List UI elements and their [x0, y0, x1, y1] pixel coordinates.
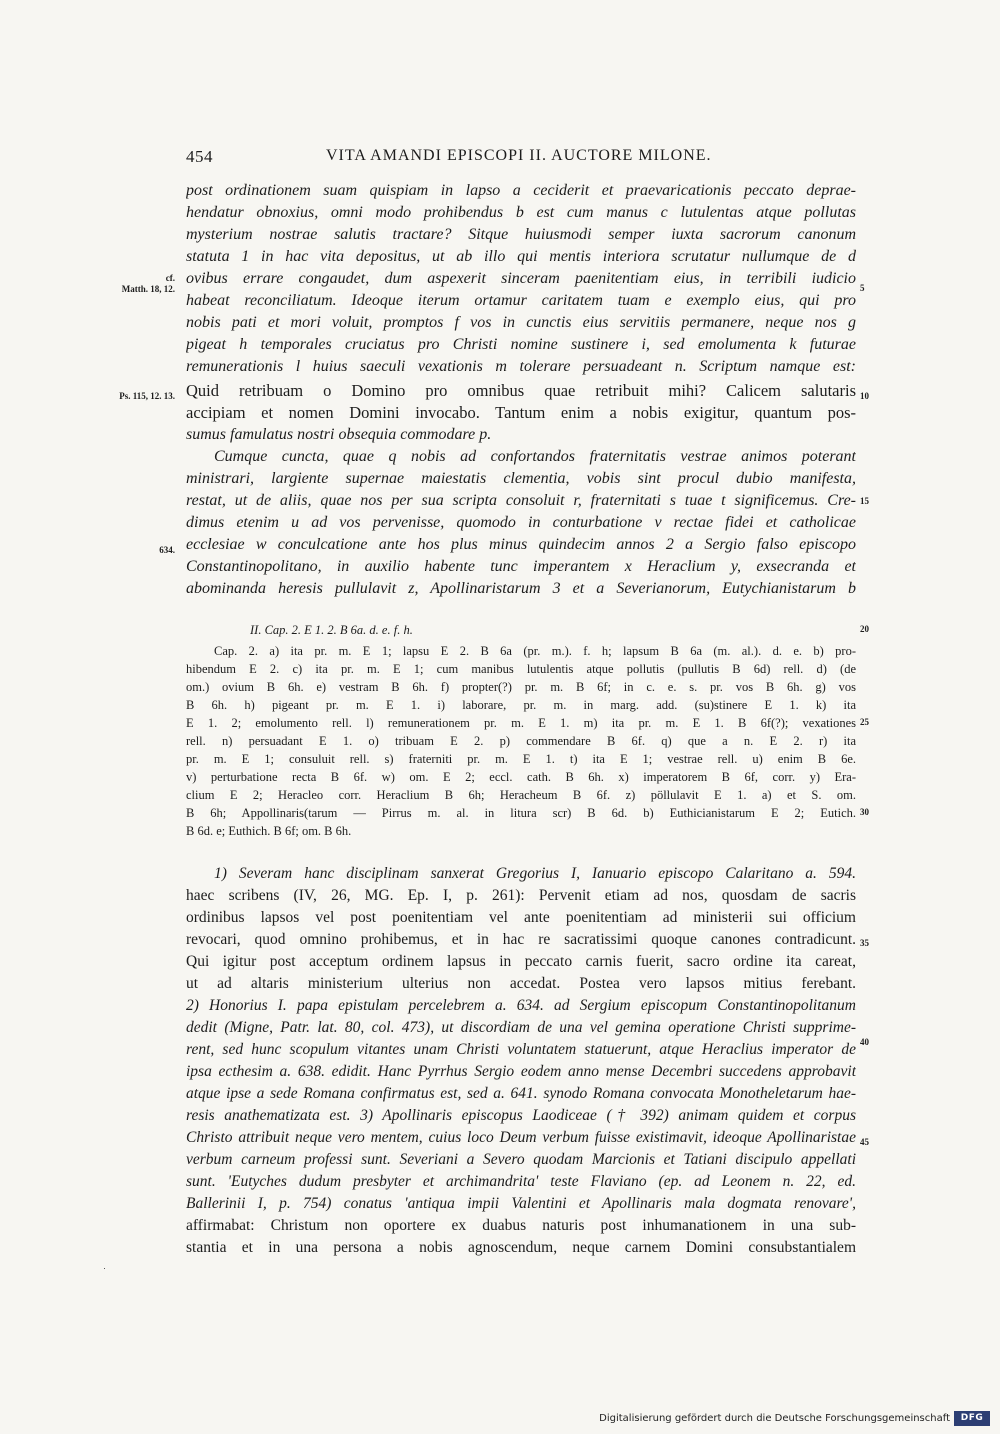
text-line: restat, ut de aliis, quae nos per sua scripta consoluit r, fraternitati s tuae t significemus. Cre- — [186, 492, 856, 509]
footnote-line: Qui igitur post acceptum ordinem lapsus in peccato carnis fuerit, sacro ordine ita careat, — [186, 953, 856, 970]
apparatus-line: pr. m. E 1; consuluit rell. s) fraterniti pr. m. E 1. t) ita E 1; vestrae rell. u) enim B 6e. — [186, 752, 856, 766]
margin-ref-matth-cf: cf. — [165, 273, 175, 283]
text-line: nobis pati et mori voluit, promptos f vos in cunctis eius servitiis permanere, neque nos g — [186, 314, 856, 331]
footnote-line: sunt. 'Eutyches dudum presbyter et archimandrita' teste Flaviano (ep. ad Leonem n. 22, ed. — [186, 1173, 856, 1190]
margin-ref-matth: Matth. 18, 12. — [121, 284, 175, 294]
footnote-line: resis anathematizata est. 3) Apollinaris episcopus Laodiceae († 392) animam quidem et corpus — [186, 1107, 856, 1124]
text-line: Constantinopolitano, in auxilio habente tunc imperantem x Heraclium y, exsecranda et — [186, 558, 856, 575]
footnote-line: verbum carneum professi sunt. Severiani a Severo quodam Marcionis et Tatiani discipulo appellati — [186, 1151, 856, 1168]
apparatus-line: B 6h. h) pigeant pr. m. E 1. i) laborare, pr. m. in marg. add. (su)stinere E 1. k) ita — [186, 698, 856, 712]
apparatus-line: om.) ovium B 6h. e) vestram B 6h. f) propter(?) pr. m. B 6f; in c. e. s. pr. vos B 6h. g) vos — [186, 680, 856, 694]
scan-mark — [104, 1268, 105, 1269]
line-number-15: 15 — [860, 496, 869, 506]
apparatus-line: B 6h; Appollinaris(tarum — Pirrus m. al. in litura scr) B 6d. b) Euthicianistarum E 2; Eutich. — [186, 806, 856, 820]
page-number: 454 — [186, 147, 213, 166]
running-header — [186, 147, 856, 171]
footnote-line: ordinibus lapsos vel post poenitentiam vel ante poenitentiam ad ministerii sui officium — [186, 909, 856, 926]
apparatus-line: B 6d. e; Euthich. B 6f; om. B 6h. — [186, 824, 352, 838]
line-number-45: 45 — [860, 1137, 869, 1147]
text-line: sumus famulatus nostri obsequia commodare p. — [186, 426, 492, 443]
footnote-line: Ballerinii I, p. 754) conatus 'antiqua impii Valentini et Apollinaris mala dogmata renovare', — [186, 1195, 856, 1212]
text-line-paragraph-start: Cumque cuncta, quae q nobis ad confortandos fraternitatis vestrae animos poterant — [214, 448, 856, 465]
line-number-10: 10 — [860, 391, 869, 401]
footnote-line: revocari, quod omnino prohibemus, et in hac re sacratissimi quoque canones contradicunt. — [186, 931, 856, 948]
text-line: ministrari, largiente supernae maiestatis clementia, vobis sint procul dubio manifesta, — [186, 470, 856, 487]
footnote-line: 1) Severam hanc disciplinam sanxerat Gregorius I, Ianuario episcopo Calaritano a. 594. — [214, 865, 856, 882]
text-line: abominanda heresis pullulavit z, Apollinaristarum 3 et a Severianorum, Eutychianistarum b — [186, 580, 856, 597]
text-line: hendatur obnoxius, omni modo prohibendus b est cum manus c lutulentas atque pollutas — [186, 204, 856, 221]
line-number-40: 40 — [860, 1037, 869, 1047]
footnote-line: 2) Honorius I. papa epistulam percelebrem a. 634. ad Sergium episcopum Constantinopolitanum — [186, 997, 856, 1014]
apparatus-line: clium E 2; Heracleo corr. Heraclium B 6h; Heracheum B 6f. z) pöllulavit E 1. a) et S. om. — [186, 788, 856, 802]
text-line: remunerationis l huius saeculi vexationis m tolerare persuadeant n. Scriptum namque est: — [186, 358, 856, 375]
text-line-scripture: accipiam et nomen Domini invocabo. Tantum enim a nobis exigitur, quantum pos- — [186, 403, 856, 422]
footnote-line: atque ipse a sede Romana confirmatus est, sed a. 641. synodo Romana convocata Monotheletarum hae- — [186, 1085, 856, 1102]
footnote-line: ut ad altaris ministerium ulterius non accedat. Postea vero lapsos mitius ferebant. — [186, 975, 856, 992]
text-line-scripture: Quid retribuam o Domino pro omnibus quae retribuit mihi? Calicem salutaris — [186, 381, 856, 400]
footnote-line: rent, sed hunc scopulum vitantes unam Christi voluntatem statuerunt, atque Heraclius imperator de — [186, 1041, 856, 1058]
apparatus-line: rell. n) persuadant E 1. o) tribuam E 2. p) commendare B 6f. q) que a n. E 2. r) ita — [186, 734, 856, 748]
line-number-30: 30 — [860, 807, 869, 817]
footnote-line: dedit (Migne, Patr. lat. 80, col. 473), ut discordiam de una vel gemina operatione Christi supprime- — [186, 1019, 856, 1036]
margin-ref-psalm: Ps. 115, 12. 13. — [119, 391, 175, 401]
line-number-20: 20 — [860, 624, 869, 634]
footnote-line: affirmabat: Christum non oportere ex duabus naturis post inhumanationem in una sub- — [186, 1217, 856, 1234]
text-line: pigeat h temporales cruciatus pro Christi nomine sustinere i, sed emolumenta k futurae — [186, 336, 856, 353]
text-line: habeat reconciliatum. Ideoque iterum ortamur caritatem tuam e exemplo eius, qui pro — [186, 292, 856, 309]
digitization-credit: Digitalisierung gefördert durch die Deutsche Forschungsgemeinschaft — [599, 1413, 950, 1424]
footnote-line: haec scribens (IV, 26, MG. Ep. I, p. 261): Pervenit etiam ad nos, quosdam de sacris — [186, 887, 856, 904]
apparatus-line: Cap. 2. a) ita pr. m. E 1; lapsu E 2. B 6a (pr. m.). f. h; lapsum B 6a (m. al.). d. e. b) pro- — [214, 644, 856, 658]
running-title: VITA AMANDI EPISCOPI II. AUCTORE MILONE. — [326, 147, 712, 164]
text-line: post ordinationem suam quispiam in lapso a ceciderit et praevaricationis peccato deprae- — [186, 182, 856, 199]
line-number-25: 25 — [860, 717, 869, 727]
line-number-35: 35 — [860, 938, 869, 948]
text-line: ovibus errare congaudet, dum aspexerit sinceram paenitentiam eius, in terribili iudicio — [186, 270, 856, 287]
footnote-line: stantia et in una persona a nobis agnoscendum, neque carnem Domini consubstantialem — [186, 1239, 856, 1256]
text-line: mysterium nostrae salutis tractare? Sitque huiusmodi semper iuxta sacrorum canonum — [186, 226, 856, 243]
apparatus-line: E 1. 2; emolumento rell. l) remunerationem pr. m. E 1. m) ita pr. m. E 1. B 6f(?); vexationes — [186, 716, 856, 730]
margin-ref-year: 634. — [159, 545, 175, 555]
footnote-line: ipsa ecthesim a. 638. edidit. Hanc Pyrrhus Sergio eodem anno mense Decembri succedens approbavit — [186, 1063, 856, 1080]
footnote-line: Christo attribuit neque vero mentem, cuius loco Deum verbum fuisse existimavit, ideoque Apollinaristae — [186, 1129, 856, 1146]
dfg-logo: DFG — [954, 1411, 990, 1426]
apparatus-head: II. Cap. 2. E 1. 2. B 6a. d. e. f. h. — [250, 623, 413, 637]
line-number-5: 5 — [860, 283, 865, 293]
apparatus-line: hibendum E 2. c) ita pr. m. E 1; cum manibus lutulentis atque pollutis (pullutis B 6d) rell. d) (de — [186, 662, 856, 676]
text-line: dimus etenim u ad vos pervenisse, quomodo in conturbatione v rectae fidei et catholicae — [186, 514, 856, 531]
text-line: statuta 1 in hac vita depositus, ut ab illo qui mentis interiora scrutatur nullumque de d — [186, 248, 856, 265]
text-line: ecclesiae w conculcatione ante hos plus minus quindecim annos 2 a Sergio falso episcopo — [186, 536, 856, 553]
apparatus-line: v) perturbatione recta B 6f. w) om. E 2; eccl. cath. B 6h. x) imperatorem B 6f, corr. y) Era- — [186, 770, 856, 784]
